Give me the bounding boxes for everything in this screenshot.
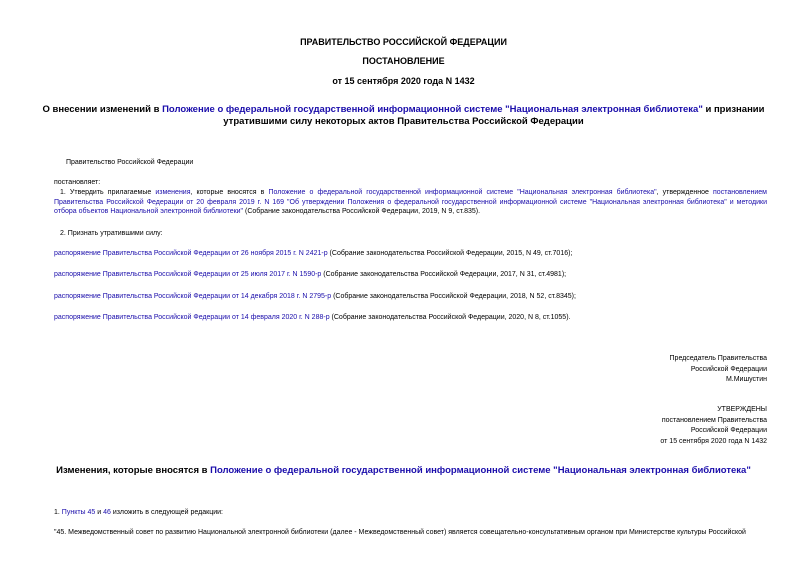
item-1-text-a: 1. Утвердить прилагаемые	[60, 189, 156, 196]
document-date-number: от 15 сентября 2020 года N 1432	[332, 76, 475, 86]
point-45-link[interactable]: Пункты 45	[61, 509, 96, 516]
changes-item-1-and: и	[95, 509, 104, 516]
item-1-paragraph	[54, 188, 767, 217]
signature-name: М.Мишустин	[725, 376, 767, 383]
changes-title-link[interactable]: Положение о федеральной государственной информационной системе "Национальная электронная библиотека"	[210, 465, 751, 476]
changes-link[interactable]: изменения	[155, 189, 191, 196]
item-1-text-c: , утвержденное	[656, 189, 714, 196]
repealed-link[interactable]: распоряжение Правительства Российской Федерации от 14 декабря 2018 г. N 2795-р	[54, 293, 332, 300]
repealed-link[interactable]: распоряжение Правительства Российской Федерации от 14 февраля 2020 г. N 288-р	[54, 314, 330, 321]
government-intro: Правительство Российской Федерации	[66, 159, 194, 166]
document-title	[40, 104, 767, 128]
changes-item-1-text: изложить в следующей редакции:	[110, 509, 223, 516]
repealed-item	[54, 249, 572, 259]
document-type: ПОСТАНОВЛЕНИЕ	[362, 56, 445, 66]
repealed-source: (Собрание законодательства Российской Федерации, 2017, N 31, ст.4981);	[321, 271, 567, 278]
approval-date: от 15 сентября 2020 года N 1432	[660, 438, 767, 445]
point-45-text: "45. Межведомственный совет по развитию Национальной электронной библиотеки (далее - Межведомственный совет) является совещательно-консультативным органом при Министерстве культуры Российской	[54, 529, 746, 536]
repealed-source: (Собрание законодательства Российской Федерации, 2020, N 8, ст.1055).	[329, 314, 571, 321]
repealed-link[interactable]: распоряжение Правительства Российской Федерации от 25 июля 2017 г. N 1590-р	[54, 271, 322, 278]
repealed-item	[54, 292, 576, 302]
title-suffix: и признании утратившими силу некоторых актов Правительства Российской Федерации	[223, 104, 765, 127]
decree-169-link[interactable]: постановлением Правительства Российской Федерации от 20 февраля 2019 г. N 169 "Об утверждении Положения о федеральной государственной информационной системе "Национальная электронная библиотека" и методики отбора объектов Национальной электронной библиотеки"	[54, 189, 767, 215]
changes-title-prefix: Изменения, которые вносятся в	[56, 465, 211, 476]
repealed-item	[54, 313, 570, 323]
item-1-text-d: (Собрание законодательства Российской Федерации, 2019, N 9, ст.835).	[243, 208, 481, 215]
repealed-source: (Собрание законодательства Российской Федерации, 2018, N 52, ст.8345);	[331, 293, 576, 300]
signature-position: Председатель Правительства	[669, 355, 767, 362]
repealed-link[interactable]: распоряжение Правительства Российской Федерации от 26 ноября 2015 г. N 2421-р	[54, 250, 328, 257]
title-regulation-link[interactable]: Положение о федеральной государственной информационной системе "Национальная электронная библиотека"	[162, 104, 703, 115]
point-46-link[interactable]: 46	[103, 509, 111, 516]
item-2-heading: 2. Признать утратившими силу:	[60, 230, 163, 237]
repealed-source: (Собрание законодательства Российской Федерации, 2015, N 49, ст.7016);	[327, 250, 573, 257]
title-prefix: О внесении изменений в	[42, 104, 163, 115]
regulation-link[interactable]: Положение о федеральной государственной информационной системе "Национальная электронная библиотека"	[268, 189, 657, 196]
repealed-item	[54, 270, 566, 280]
changes-item-1-num: 1.	[54, 509, 62, 516]
approval-heading: УТВЕРЖДЕНЫ	[717, 406, 767, 413]
approval-by-decree: постановлением Правительства	[661, 417, 767, 424]
changes-title	[0, 465, 807, 476]
changes-item-1	[54, 508, 223, 518]
approval-country: Российской Федерации	[690, 427, 767, 434]
decides-label: постановляет:	[54, 179, 101, 186]
government-header: ПРАВИТЕЛЬСТВО РОССИЙСКОЙ ФЕДЕРАЦИИ	[300, 37, 507, 47]
item-1-text-b: , которые вносятся в	[190, 189, 269, 196]
signature-country: Российской Федерации	[690, 366, 767, 373]
